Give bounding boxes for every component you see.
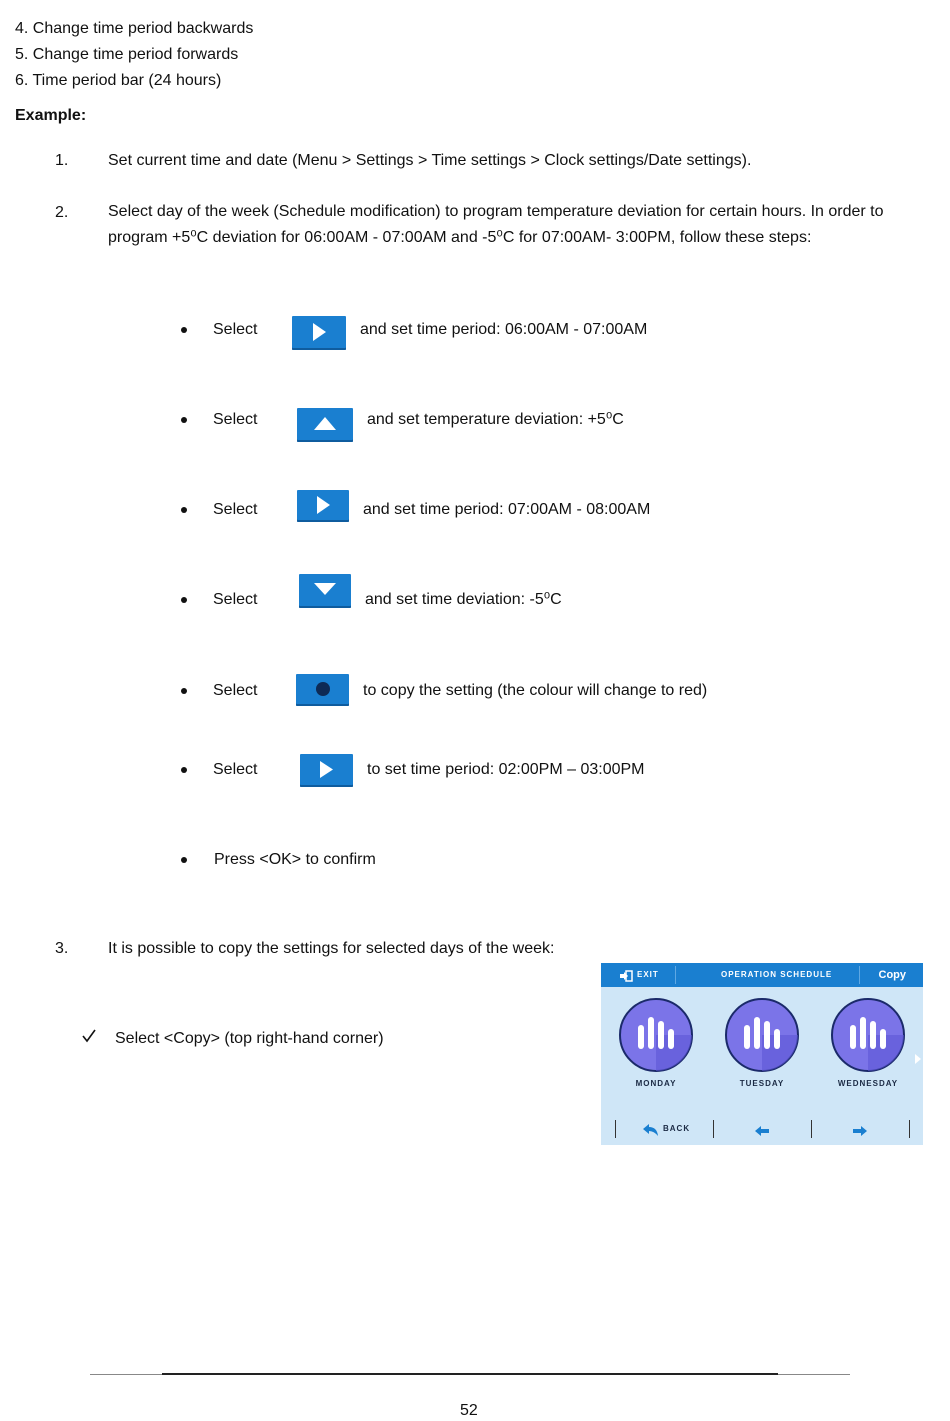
day-label: WEDNESDAY [837, 1079, 899, 1088]
play-right-icon [300, 754, 353, 787]
bullet-dot [181, 597, 187, 603]
back-icon[interactable] [641, 1123, 659, 1142]
dot-icon [296, 674, 349, 706]
step-text: Set current time and date (Menu > Settings > Time settings > Clock settings/Date settings). [108, 152, 752, 169]
day-monday-button[interactable] [618, 997, 694, 1073]
day-label: TUESDAY [739, 1079, 785, 1088]
bullet-text: to copy the setting (the colour will change to red) [363, 682, 708, 699]
play-right-icon [292, 316, 346, 350]
bullet-dot [181, 688, 187, 694]
bullet-dot [181, 857, 187, 863]
topbar-separator [675, 966, 676, 984]
bottom-separator [909, 1120, 910, 1138]
scroll-right-icon[interactable] [915, 1051, 921, 1069]
bullet-dot [181, 417, 187, 423]
step-number: 3. [55, 940, 69, 957]
bullet-dot [181, 507, 187, 513]
day-wednesday-button[interactable] [830, 997, 906, 1073]
bullet-select-label: Select [213, 682, 258, 699]
exit-icon[interactable] [619, 969, 633, 981]
bullet-text: and set time deviation: -5⁰C [365, 591, 562, 608]
day-label: MONDAY [635, 1079, 677, 1088]
check-item-text: Select <Copy> (top right-hand corner) [115, 1030, 384, 1047]
bullet-text: and set temperature deviation: +5⁰C [367, 411, 624, 428]
bullet-select-label: Select [213, 321, 258, 338]
bullet-select-label: Select [213, 411, 258, 428]
intro-line-6: 6. Time period bar (24 hours) [15, 72, 222, 89]
page-number: 52 [460, 1402, 478, 1419]
arrow-left-icon[interactable] [755, 1124, 769, 1142]
bullet-select-label: Select [213, 501, 258, 518]
step-number: 1. [55, 152, 69, 169]
screen-bottom-bar [615, 1120, 911, 1140]
back-button[interactable]: BACK [663, 1124, 691, 1133]
bullet-select-label: Select [213, 761, 258, 778]
bottom-separator [615, 1120, 616, 1138]
exit-button[interactable]: EXIT [637, 970, 659, 979]
play-right-icon [297, 490, 349, 522]
intro-line-5: 5. Change time period forwards [15, 46, 239, 63]
arrow-right-icon[interactable] [853, 1124, 867, 1142]
bullet-text: and set time period: 07:00AM - 08:00AM [363, 501, 651, 518]
bottom-separator [713, 1120, 714, 1138]
arrow-up-icon [297, 408, 353, 442]
step-text: Select day of the week (Schedule modification) to program temperature deviation for certain hours. In order to program +5⁰C deviation for 06:00AM - 07:00AM and -5⁰C for 07:00AM- 3:00PM, follow these steps: [108, 203, 884, 246]
bullet-text: Press <OK> to confirm [214, 851, 376, 868]
screen-title: OPERATION SCHEDULE [721, 970, 833, 979]
bullet-dot [181, 327, 187, 333]
footer-rule-dark [162, 1373, 778, 1375]
check-icon [82, 1029, 96, 1049]
bullet-text: to set time period: 02:00PM – 03:00PM [367, 761, 645, 778]
bottom-separator [811, 1120, 812, 1138]
step-number: 2. [55, 204, 69, 221]
bullet-select-label: Select [213, 591, 258, 608]
bullet-text: and set time period: 06:00AM - 07:00AM [360, 321, 648, 338]
bullet-dot [181, 767, 187, 773]
copy-button[interactable]: Copy [878, 969, 906, 981]
day-tuesday-button[interactable] [724, 997, 800, 1073]
operation-schedule-screen [601, 963, 923, 1145]
arrow-down-icon [299, 574, 351, 608]
example-heading: Example: [15, 107, 87, 124]
step-text: It is possible to copy the settings for selected days of the week: [108, 940, 555, 957]
intro-line-4: 4. Change time period backwards [15, 20, 254, 37]
topbar-separator [859, 966, 860, 984]
